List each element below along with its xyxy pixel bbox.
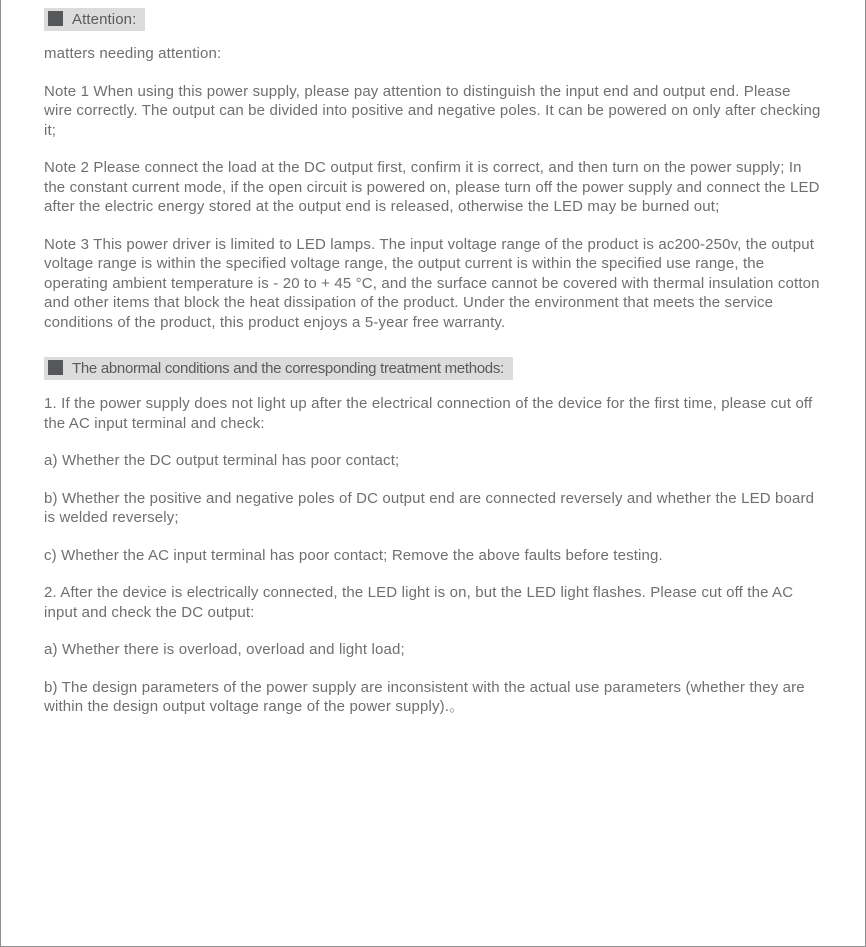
abnormal-heading-label: The abnormal conditions and the corresponding treatment methods: [72, 360, 504, 377]
note-1-paragraph: Note 1 When using this power supply, please pay attention to distinguish the input end and output end. Please wire correctly. The output can be divided into positive and negative poles. It can be powered on only after checking it; [44, 82, 821, 139]
abnormal-item-1c: c) Whether the AC input terminal has poor contact; Remove the above faults before testing. [44, 546, 663, 564]
abnormal-section-header [44, 357, 822, 380]
square-bullet-icon [48, 11, 63, 26]
abnormal-heading-highlight [44, 357, 513, 380]
abnormal-item-1a: a) Whether the DC output terminal has poor contact; [44, 452, 400, 469]
attention-heading-highlight [44, 8, 145, 31]
abnormal-item-1b: b) Whether the positive and negative poles of DC output end are connected reversely and whether the LED board is welded reversely; [44, 489, 815, 526]
note-2-paragraph: Note 2 Please connect the load at the DC output first, confirm it is correct, and then turn on the power supply; In the constant current mode, if the open circuit is powered on, please turn off the power supply and connect the LED after the electric energy stored at the output end is released, otherwise the LED may be burned out; [44, 159, 820, 215]
attention-section-header [44, 8, 822, 31]
page-content [1, 0, 865, 717]
abnormal-item-2: 2. After the device is electrically connected, the LED light is on, but the LED light flashes. Please cut off the AC input and check the DC output: [44, 584, 794, 621]
square-bullet-icon [48, 360, 63, 375]
abnormal-item-1: 1. If the power supply does not light up after the electrical connection of the device for the first time, please cut off the AC input terminal and check: [44, 395, 813, 432]
attention-intro-text: matters needing attention: [44, 45, 222, 62]
attention-heading-label: Attention: [72, 11, 137, 28]
note-3-paragraph: Note 3 This power driver is limited to LED lamps. The input voltage range of the product is ac200-250v, the output voltage range is within the specified voltage range, the output current is within the specified use range, the operating ambient temperature is - 20 to + 45 °C, and the surface cannot be covered with thermal insulation cotton and other items that block the heat dissipation of the product. Under the environment that meets the service conditions of the product, this product enjoys a 5-year free warranty. [44, 235, 820, 331]
abnormal-item-2a: a) Whether there is overload, overload and light load; [44, 641, 405, 658]
abnormal-item-2b: b) The design parameters of the power supply are inconsistent with the actual use parameters (whether they are within the design output voltage range of the power supply).。 [44, 678, 805, 715]
